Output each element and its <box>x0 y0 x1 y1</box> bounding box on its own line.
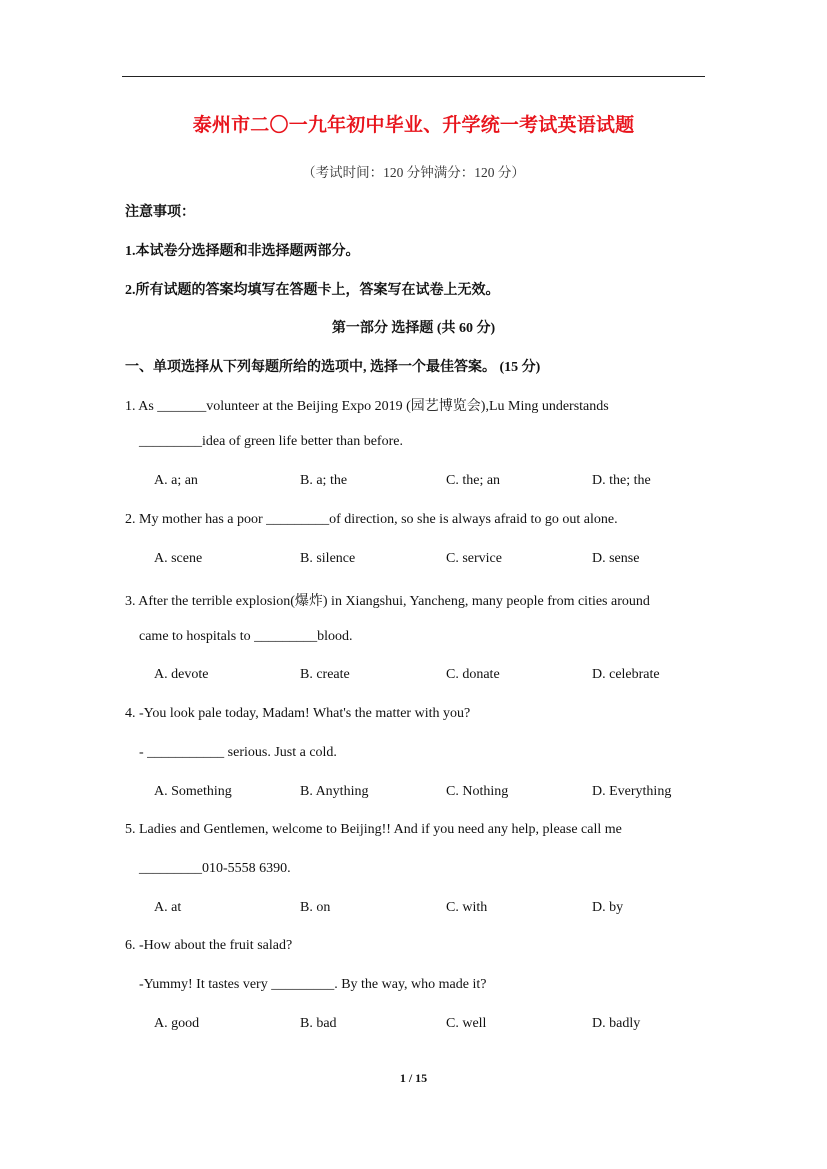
option-a: A. a; an <box>154 473 198 488</box>
option-c: C. donate <box>446 667 500 682</box>
option-c: C. service <box>446 551 502 566</box>
option-a: A. Something <box>154 784 232 799</box>
note-item: 2.所有试题的答案均填写在答题卡上，答案写在试卷上无效。 <box>125 283 500 298</box>
section-title: 一、单项选择从下列每题所给的选项中, 选择一个最佳答案。 (15 分) <box>125 360 541 375</box>
option-b: B. silence <box>300 551 356 566</box>
page-number: 1 / 15 <box>399 1071 428 1085</box>
option-c: C. well <box>446 1016 487 1031</box>
question-text: 6. -How about the fruit salad? <box>125 938 293 953</box>
notes-heading: 注意事项： <box>125 205 195 220</box>
question-text: 5. Ladies and Gentlemen, welcome to Beijing!! And if you need any help, please call me <box>125 822 622 837</box>
question-text: came to hospitals to _________blood. <box>139 629 353 644</box>
option-d: D. badly <box>592 1016 641 1031</box>
question-text: 1. As _______volunteer at the Beijing Expo 2019 (园艺博览会),Lu Ming understands <box>125 399 609 414</box>
question-text: 4. -You look pale today, Madam! What's the matter with you? <box>125 706 471 721</box>
option-d: D. the; the <box>592 473 651 488</box>
option-a: A. good <box>154 1016 200 1031</box>
question-text: _________010-5558 6390. <box>139 861 291 876</box>
option-d: D. by <box>592 900 624 915</box>
option-a: A. at <box>154 900 182 915</box>
option-b: B. Anything <box>300 784 369 799</box>
question-text: 2. My mother has a poor _________of direction, so she is always afraid to go out alone. <box>125 512 618 527</box>
option-b: B. bad <box>300 1016 337 1031</box>
option-c: C. with <box>446 900 488 915</box>
part-title: 第一部分 选择题 (共 60 分) <box>331 321 496 336</box>
option-d: D. sense <box>592 551 640 566</box>
exam-title: 泰州市二〇一九年初中毕业、升学统一考试英语试题 <box>192 115 635 136</box>
question-text: _________idea of green life better than before. <box>139 434 403 449</box>
question-text: -Yummy! It tastes very _________. By the way, who made it? <box>139 977 487 992</box>
exam-subtitle: （考试时间：120 分钟满分：120 分） <box>302 165 525 180</box>
option-c: C. the; an <box>446 473 501 488</box>
option-d: D. celebrate <box>592 667 660 682</box>
question-text: 3. After the terrible explosion(爆炸) in Xiangshui, Yancheng, many people from cities around <box>125 594 650 609</box>
option-c: C. Nothing <box>446 784 509 799</box>
option-b: B. a; the <box>300 473 348 488</box>
question-text: - ___________ serious. Just a cold. <box>139 745 337 760</box>
note-item: 1.本试卷分选择题和非选择题两部分。 <box>125 244 360 259</box>
header-rule <box>122 76 705 77</box>
option-a: A. devote <box>154 667 209 682</box>
option-b: B. on <box>300 900 331 915</box>
option-b: B. create <box>300 667 350 682</box>
option-a: A. scene <box>154 551 203 566</box>
option-d: D. Everything <box>592 784 672 799</box>
